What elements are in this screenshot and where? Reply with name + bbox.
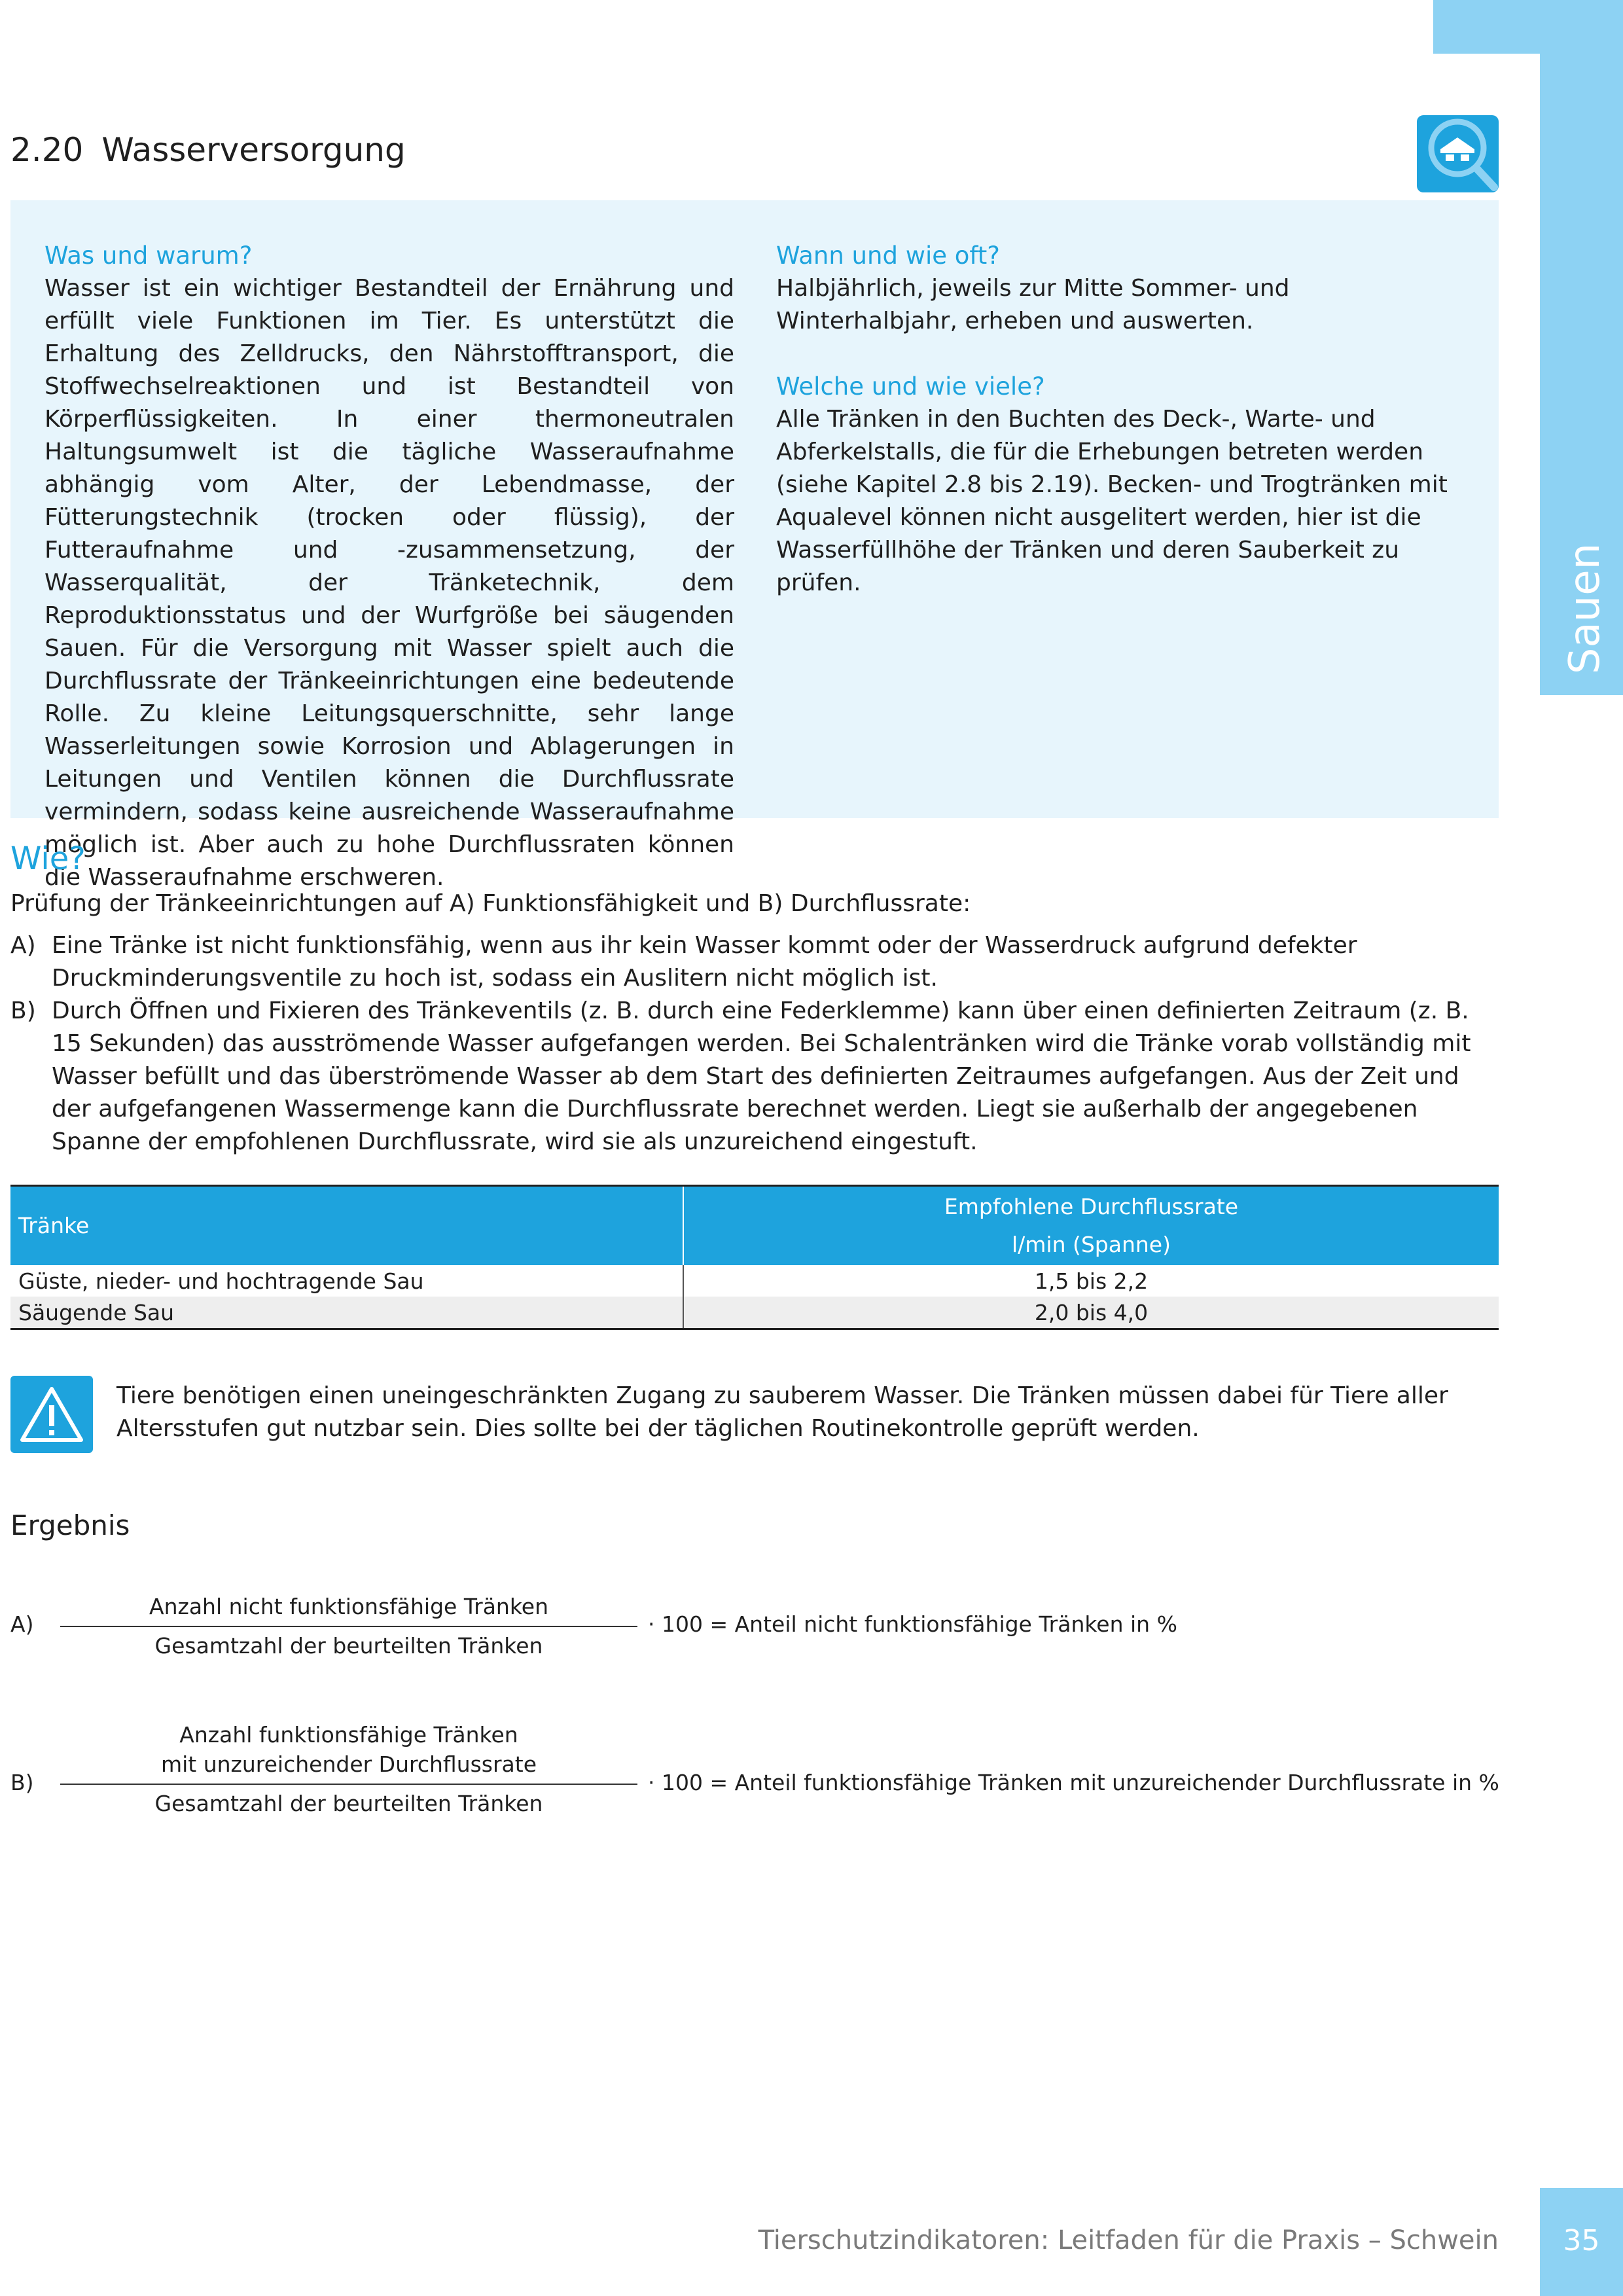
how-intro: Prüfung der Tränkeeinrichtungen auf A) Funktionsfähigkeit und B) Durchflussrate: <box>10 890 971 917</box>
table-row <box>10 1297 1499 1329</box>
house-magnifier-icon <box>1417 115 1499 192</box>
formula-b-label: B) <box>10 1770 34 1795</box>
formula-b-result: · 100 = Anteil funktionsfähige Tränken mit unzureichender Durchflussrate in % <box>648 1770 1499 1795</box>
table-cell-rate: 2,0 bis 4,0 <box>1034 1299 1149 1325</box>
which-how-many-heading: Welche und wie viele? <box>776 372 1045 401</box>
footer-title: Tierschutzindikatoren: Leitfaden für die Praxis – Schwein <box>758 2225 1499 2255</box>
table-header-flow-rate-line2: l/min (Spanne) <box>1011 1232 1171 1257</box>
table-header-flow-rate-line1: Empfohlene Durchflussrate <box>944 1194 1239 1219</box>
how-item-marker: B) <box>10 997 36 1024</box>
table-cell-animal: Güste, nieder- und hochtragende Sau <box>10 1265 683 1297</box>
table-cell-animal: Säugende Sau <box>10 1297 683 1329</box>
flow-rate-table <box>10 1185 1499 1330</box>
result-heading: Ergebnis <box>10 1509 130 1541</box>
formula-a-denominator: Gesamtzahl der beurteilten Tränken <box>154 1633 543 1659</box>
info-right-column <box>776 240 1474 600</box>
what-why-text: Wasser ist ein wichtiger Bestandteil der Ernährung und erfüllt viele Funktionen im Tier. Es unterstützt die Erhaltung des Zelldrucks, den Nährstofftransport, die Stoffwechselreaktionen und ist Bestandteil von Körperflüssigkeiten. In einer thermoneutralen Haltungsumwelt ist die tägliche Wasseraufnahme abhängig vom Alter, der Lebendmasse, der Fütterungstechnik (trocken oder flüssig), der Futteraufnahme und -zusammensetzung, der Wasserqualität, der Tränketechnik, dem Reproduktionsstatus und der Wurfgröße bei säugenden Sauen. Für die Versorgung mit Wasser spielt auch die Durchflussrate der Tränkeeinrichtungen eine bedeutende Rolle. Zu kleine Leitungsquerschnitte, sehr lange Wasserleitungen sowie Korrosion und Ablagerungen in Leitungen und Ventilen können die Durchflussrate vermindern, sodass keine ausreichende Wasseraufnahme möglich ist. Aber auch zu hohe Durchflussraten können die Wasseraufnahme erschweren. <box>45 275 734 891</box>
formula-b-fraction-line <box>60 1784 637 1785</box>
how-item-b <box>10 995 1496 1158</box>
formula-b-denominator: Gesamtzahl der beurteilten Tränken <box>154 1791 543 1816</box>
formula-a-label: A) <box>10 1611 34 1637</box>
how-item-a <box>10 929 1496 995</box>
info-box <box>10 200 1499 891</box>
top-color-bar <box>1433 0 1623 54</box>
how-item-text: Durch Öffnen und Fixieren des Tränkeventils (z. B. durch eine Federklemme) kann über einen definierten Zeitraum (z. B. 15 Sekunden) das ausströmende Wasser aufgefangen werden. Bei Schalentränken wird die Tränke vorab vollständig mit Wasser befüllt und das überströmende Wasser ab dem Start des definierten Zeitraumes aufgefangen. Aus der Zeit und der aufgefangenen Wassermenge kann die Durchflussrate berechnet werden. Liegt sie außerhalb der angegebenen Spanne der empfohlenen Durchflussrate, wird sie als unzureichend eingestuft. <box>52 997 1471 1155</box>
formula-a-result: · 100 = Anteil nicht funktionsfähige Tränken in % <box>648 1611 1177 1637</box>
info-left-column <box>45 240 734 894</box>
when-how-often-heading: Wann und wie oft? <box>776 242 1000 270</box>
table-row <box>10 1265 1499 1297</box>
how-item-text: Eine Tränke ist nicht funktionsfähig, wenn aus ihr kein Wasser kommt oder der Wasserdruck aufgrund defekter Druckminderungsventile zu hoch ist, sodass ein Auslitern nicht möglich ist. <box>52 932 1357 992</box>
when-how-often-text: Halbjährlich, jeweils zur Mitte Sommer- und Winterhalbjahr, erheben und auswerten. <box>776 275 1290 334</box>
formula-a-fraction-line <box>60 1626 637 1627</box>
table-cell-rate: 1,5 bis 2,2 <box>1034 1268 1149 1294</box>
chapter-side-tab-label: Sauen <box>1561 543 1609 675</box>
what-why-heading: Was und warum? <box>45 242 253 270</box>
formula-b-numerator-line1: Anzahl funktionsfähige Tränken <box>179 1722 518 1748</box>
table-header-row <box>10 1186 1499 1266</box>
table-header-flow-rate <box>683 1186 1499 1266</box>
how-heading: Wie? <box>10 840 86 877</box>
which-how-many-text: Alle Tränken in den Buchten des Deck-, Warte- und Abferkelstalls, die für die Erhebungen betreten werden (siehe Kapitel 2.8 bis 2.19). Becken- und Trogtränken mit Aqualevel können nicht ausgelitert werden, hier ist die Wasserfüllhöhe der Tränken und deren Sauberkeit zu prüfen. <box>776 406 1448 596</box>
how-item-marker: A) <box>10 932 36 959</box>
section-title-text: Wasserversorgung <box>101 131 406 169</box>
formula-a-numerator: Anzahl nicht funktionsfähige Tränken <box>149 1594 548 1619</box>
table-header-drinker: Tränke <box>10 1186 683 1266</box>
formula-b-numerator-line2: mit unzureichender Durchflussrate <box>160 1751 537 1777</box>
warning-text: Tiere benötigen einen uneingeschränkten Zugang zu sauberem Wasser. Die Tränken müssen dabei für Tiere aller Altersstufen gut nutzbar sein. Dies sollte bei der täglichen Routinekontrolle geprüft werden. <box>116 1382 1448 1442</box>
section-number: 2.20 <box>10 131 84 169</box>
warning-triangle-icon <box>10 1376 93 1453</box>
section-title <box>10 131 406 169</box>
page-number: 35 <box>1563 2224 1600 2257</box>
